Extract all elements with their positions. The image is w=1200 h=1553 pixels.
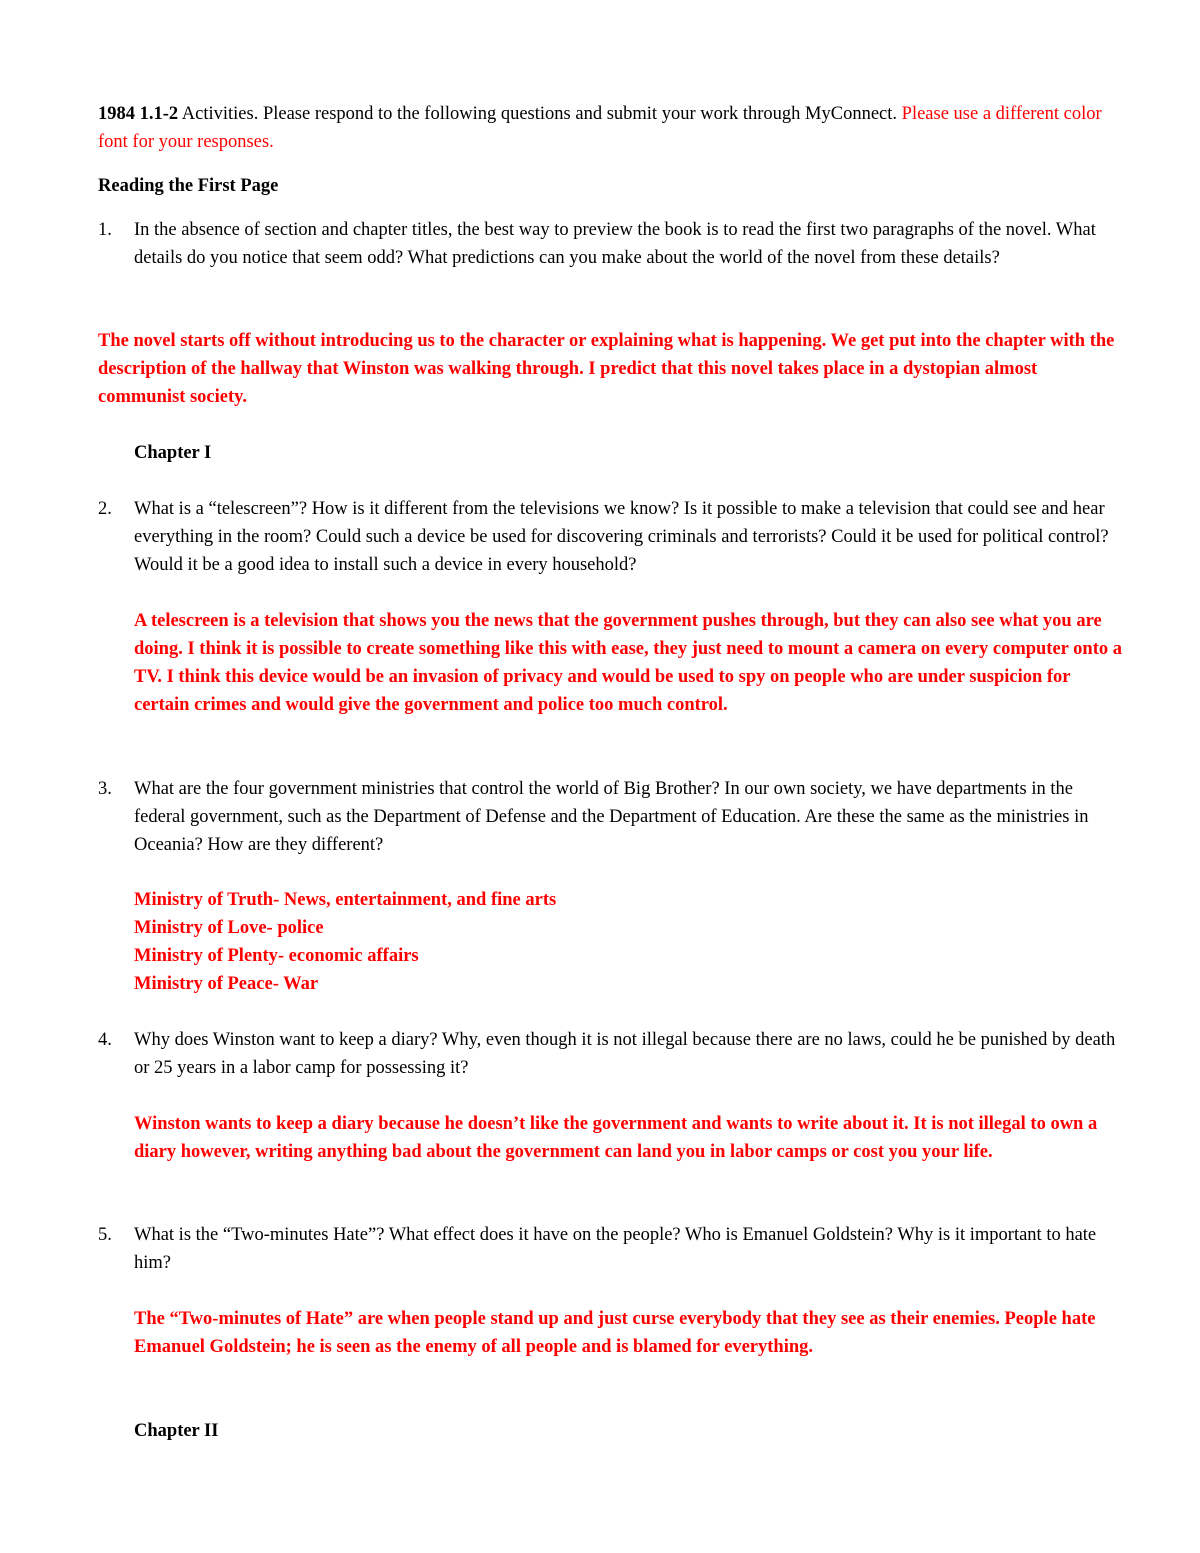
chapter-heading-1: Chapter I	[134, 443, 212, 463]
ministry-item: Ministry of Plenty- economic affairs	[134, 946, 419, 966]
question-text: What is the “Two-minutes Hate”? What effect does it have on the people? Who is Emanuel Goldstein? Why is it important to hate him?	[134, 1225, 1097, 1273]
question-number: 3.	[98, 779, 112, 799]
response-text: The novel starts off without introducing us to the character or explaining what is happening. We get put into the chapter with the description of the hallway that Winston was walking through. I predict that this novel takes place in a dystopian almost communist society.	[98, 331, 1115, 407]
intro-paragraph	[98, 100, 1108, 156]
question-number: 4.	[98, 1030, 112, 1050]
ministry-item: Ministry of Peace- War	[134, 974, 319, 994]
color-instruction: Please use a different color font for your responses.	[98, 104, 1102, 152]
question-text: What are the four government ministries that control the world of Big Brother? In our own society, we have departments in the federal government, such as the Department of Defense and the Department of Education. Are these the same as the ministries in Oceania? How are they different?	[134, 779, 1089, 855]
response-text: Winston wants to keep a diary because he doesn’t like the government and wants to write about it. It is not illegal to own a diary however, writing anything bad about the government can land you in labor camps or cost you your life.	[134, 1114, 1098, 1162]
question-text: In the absence of section and chapter titles, the best way to preview the book is to read the first two paragraphs of the novel. What details do you notice that seem odd? What predictions can you make about the world of the novel from these details?	[134, 220, 1096, 268]
question-number: 1.	[98, 220, 112, 240]
section-heading-first-page: Reading the First Page	[98, 176, 279, 196]
question-text: What is a “telescreen”? How is it different from the televisions we know? Is it possible to make a television that could see and hear everything in the room? Could such a device be used for discovering criminals and terrorists? Could it be used for political control? Would it be a good idea to install such a device in every household?	[134, 499, 1109, 575]
ministry-item: Ministry of Love- police	[134, 918, 324, 938]
question-number: 2.	[98, 499, 112, 519]
question-number: 5.	[98, 1225, 112, 1245]
assignment-title: 1984 1.1-2	[98, 104, 179, 124]
ministry-item: Ministry of Truth- News, entertainment, and fine arts	[134, 890, 557, 910]
assignment-instructions: Activities. Please respond to the following questions and submit your work through MyConnect.	[178, 104, 902, 124]
ministries-list	[134, 886, 834, 998]
response-text: The “Two-minutes of Hate” are when people stand up and just curse everybody that they see as their enemies. People hate Emanuel Goldstein; he is seen as the enemy of all people and is blamed for everything.	[134, 1309, 1096, 1357]
response-text: A telescreen is a television that shows you the news that the government pushes through, but they can also see what you are doing. I think it is possible to create something like this with ease, they just need to mount a camera on every computer onto a TV. I think this device would be an invasion of privacy and would be used to spy on people who are under suspicion for certain crimes and would give the government and police too much control.	[134, 611, 1123, 715]
chapter-heading-2: Chapter II	[134, 1421, 219, 1441]
question-text: Why does Winston want to keep a diary? Why, even though it is not illegal because there are no laws, could he be punished by death or 25 years in a labor camp for possessing it?	[134, 1030, 1116, 1078]
